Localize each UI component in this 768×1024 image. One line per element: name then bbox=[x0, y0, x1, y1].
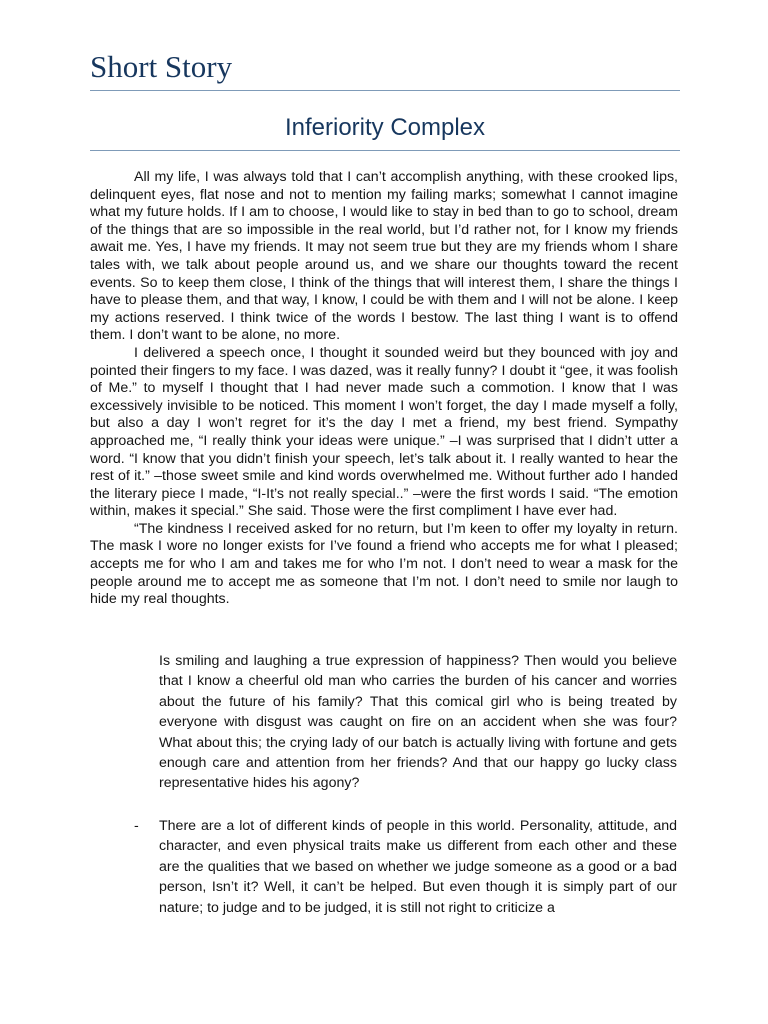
story-paragraph: “The kindness I received asked for no return, but I’m keen to offer my loyalty in return. The mask I wore no longer exists for I’ve found a friend who accepts me for what I pleased; accepts me for who I am and takes me for who I’m not. I don’t need to wear a mask for the people around me to accept me as someone that I’m not. I don’t need to smile nor laugh to hide my real thoughts. bbox=[90, 520, 678, 608]
story-body bbox=[90, 169, 678, 609]
story-title-section bbox=[90, 112, 680, 151]
story-paragraph: All my life, I was always told that I can’t accomplish anything, with these crooked lips, delinquent eyes, flat nose and not to mention my failing marks; somewhat I cannot imagine what my future holds. If I am to choose, I would like to stay in bed than to go to school, dream of the things that are so impossible in the real world, but I’d rather not, for I know my friends await me. Yes, I have my friends. It may not seem true but they are my friends whom I share tales with, we talk about people around us, and we share our thoughts toward the recent events. So to keep them close, I think of the things that will interest them, I share the things I have to please them, and that way, I know, I could be with them and I will not be alone. I keep my actions reserved. I think twice of the words I bestow. The last thing I want is to offend them. I don’t want to be alone, no more. bbox=[90, 169, 678, 344]
story-title: Inferiority Complex bbox=[284, 114, 486, 141]
dash-list-item bbox=[159, 816, 677, 918]
indented-paragraph-block bbox=[159, 651, 677, 794]
document-category-title: Short Story bbox=[90, 49, 233, 84]
document-header bbox=[90, 48, 680, 91]
story-paragraph: I delivered a speech once, I thought it sounded weird but they bounced with joy and pointed their fingers to my face. I was dazed, was it really funny? I doubt it “gee, it was foolish of Me.” to myself I thought that I had never made such a commotion. I know that I was excessively invisible to be noticed. This moment I won’t forget, the day I made myself a folly, but also a day I won’t regret for it’s the day I met a friend, my best friend. Sympathy approached me, “I really think your ideas were unique.” –I was surprised that I didn’t utter a word. “I know that you didn’t finish your speech, let’s talk about it. I really wanted to hear the rest of it.” –those sweet smile and kind words overwhelmed me. Without further ado I handed the literary piece I made, “I-It’s not really special..” –were the first words I said. “The emotion within, makes it special.” She said. Those were the first compliment I have ever had. bbox=[90, 344, 678, 520]
dash-list-text: There are a lot of different kinds of people in this world. Personality, attitude, and character, and even physical traits make us different from each other and these are the qualities that we based on whether we judge someone as a good or a bad person, Isn’t it? Well, it can’t be helped. But even though it is simply part of our nature; to judge and to be judged, it is still not right to criticize a bbox=[159, 818, 677, 916]
indented-paragraph: Is smiling and laughing a true expression of happiness? Then would you believe that I know a cheerful old man who carries the burden of his cancer and worries about the future of his family? That this comical girl who is being treated by everyone with disgust was caught on fire on an accident when she was four? What about this; the crying lady of our batch is actually living with fortune and gets enough care and attention from her friends? And that our happy go lucky class representative hides his agony? bbox=[159, 653, 677, 792]
dash-list-marker: - bbox=[134, 818, 139, 834]
